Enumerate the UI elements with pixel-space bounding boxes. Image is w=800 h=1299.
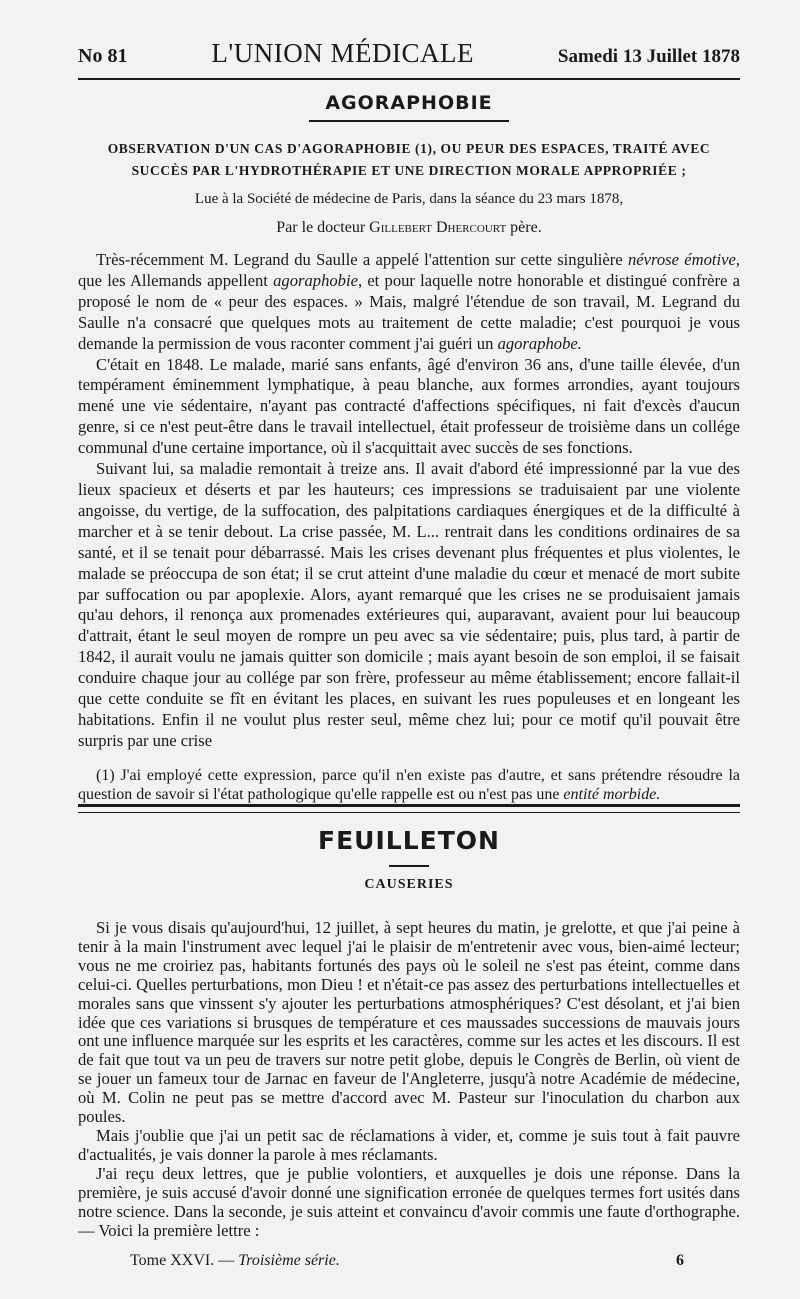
- journal-title: L'UNION MÉDICALE: [211, 38, 474, 68]
- issue-number: No 81: [78, 45, 128, 67]
- author-suffix: père.: [510, 219, 542, 236]
- footnote: (1) J'ai employé cette expression, parce qu'il n'en existe pas d'autre, et sans prétendre résoudre la question de savoir si l'état pathologique qu'elle rappelle est ou n'est pas une entité morbide.: [78, 766, 740, 804]
- feuilleton-paragraph: Mais j'oublie que j'ai un petit sac de réclamations à vider, et, comme je suis tout à fait pauvre d'actualités, je vais donner la parole à mes réclamants.: [78, 1125, 740, 1164]
- section-divider: [78, 804, 740, 813]
- page-header: [78, 38, 740, 69]
- article-paragraph: Suivant lui, sa maladie remontait à treize ans. Il avait d'abord été impressionné par la vue des lieux spacieux et déserts et par les hauteurs; ces impressions se traduisaient par une violente angoisse, du vertige, de la suffocation, des palpitations cardiaques énergiques et de la difficulté à marcher et à se tenir debout. La crise passée, M. L... rentrait dans les conditions ordinaires de sa santé, et il se tenait pour débarrassé. Mais les crises devenant plus fréquentes et plus violentes, le malade se préoccupa de son état; il se crut atteint d'une maladie du cœur et menacé de mort subite par suffocation ou par apoplexie. Alors, ayant remarqué que les crises ne se produisaient jamais qu'au dehors, il renonça aux promenades extérieures qui, auparavant, avaient pour lui beaucoup d'attrait, étant le seul moyen de rompre un peu avec sa vie sédentaire; puis, plus tard, à partir de 1842, il aurait voulu ne jamais quitter son domicile ; mais ayant besoin de son emploi, il se faisait conduire chaque jour au collége par son frère, professeur au même établissement; encore fallait-il que cette conduite se fît en évitant les places, en suivant les rues populeuses et en longeant les habitations. Enfin il ne voulut plus rester seul, même chez lui; pour ce motif qu'il pouvait être surpris par une crise: [78, 459, 740, 750]
- feuilleton-rule: [389, 865, 429, 867]
- author-prefix: Par le docteur: [276, 219, 366, 236]
- page-number: 6: [676, 1252, 684, 1269]
- author-name: Gillebert Dhercourt: [369, 219, 507, 236]
- tome-label: Tome XXVI. —: [130, 1252, 235, 1269]
- article-paragraph: Très-récemment M. Legrand du Saulle a appelé l'attention sur cette singulière névrose émotive, que les Allemands appellent agoraphobie, et pour laquelle notre honorable et distingué confrère a proposé le nom de « peur des espaces. » Mais, malgré l'étendue de son travail, M. Legrand du Saulle n'a consacré que quelques mots au traitement de cette maladie; c'est pourquoi je vous demande la permission de vous raconter comment j'ai guéri un agoraphobe.: [78, 250, 741, 353]
- title-rule: [309, 120, 509, 122]
- article-paragraph: C'était en 1848. Le malade, marié sans enfants, âgé d'environ 36 ans, d'une taille élevée, d'un tempérament éminemment lymphatique, à peau blanche, aux formes arrondies, ayant toujours mené une vie sédentaire, n'ayant pas contracté d'affections spécifiques, ni fait d'excès d'aucun genre, si ce n'est peut-être dans le travail intellectuel, était professeur de troisième dans un collége communal d'une certaine importance, où il s'acquittait avec succès de ses fonctions.: [78, 354, 740, 458]
- article: [78, 92, 740, 805]
- feuilleton-paragraph: J'ai reçu deux lettres, que je publie volontiers, et auxquelles je dois une réponse. Dans la première, je suis accusé d'avoir donné une signification erronée de quelques termes fort usités dans notre science. Dans la seconde, je suis atteint et convaincu d'avoir commis une faute d'orthographe. — Voici la première lettre :: [78, 1163, 740, 1240]
- volume-line: [130, 1252, 340, 1270]
- feuilleton-paragraph: Si je vous disais qu'aujourd'hui, 12 juillet, à sept heures du matin, je grelotte, et que j'ai peine à tenir à la main l'instrument avec lequel j'ai le plaisir de m'entretenir avec vous, bien-aimé lecteur; vous ne me croiriez pas, habitants fortunés des pays où le soleil ne s'est pas éteint, comme dans celui-ci. Quelles perturbations, mon Dieu ! et n'était-ce pas assez des perturbations intellectuelles et morales sans que vinssent s'y ajouter les perturbations atmosphériques? C'est désolant, et j'ai bien idée que ces variations si brusques de température et ces maussades successions de mauvais jours ont une influence marquée sur les esprits et les caractères, comme sur les actes et les discours. Il est de fait que tout va un peu de travers sur notre petit globe, depuis le Congrès de Berlin, où vient de se jouer un fameux tour de Jarnac en faveur de l'Angleterre, jusqu'à notre Académie de médecine, où M. Colin ne peut pas se mettre d'accord avec M. Pasteur sur l'inoculation du charbon aux poules.: [78, 918, 740, 1127]
- feuilleton-subtitle: CAUSERIES: [364, 877, 454, 892]
- serie-label: Troisième série.: [238, 1252, 340, 1269]
- feuilleton-title: FEUILLETON: [318, 826, 500, 855]
- header-rule: [78, 78, 740, 80]
- feuilleton: [78, 826, 740, 1240]
- observation-heading: OBSERVATION D'UN CAS D'AGORAPHOBIE (1), OU PEUR DES ESPACES, TRAITÉ AVEC SUCCÈS PAR L'HYDROTHÉRAPIE ET UNE DIRECTION MORALE APPROPRIÉE ;: [107, 141, 711, 178]
- issue-date: Samedi 13 Juillet 1878: [557, 46, 740, 67]
- author-line: [78, 216, 740, 240]
- page-footer: [130, 1252, 684, 1270]
- read-at-line: Lue à la Société de médecine de Paris, dans la séance du 23 mars 1878,: [194, 191, 624, 207]
- article-title: AGORAPHOBIE: [325, 92, 493, 114]
